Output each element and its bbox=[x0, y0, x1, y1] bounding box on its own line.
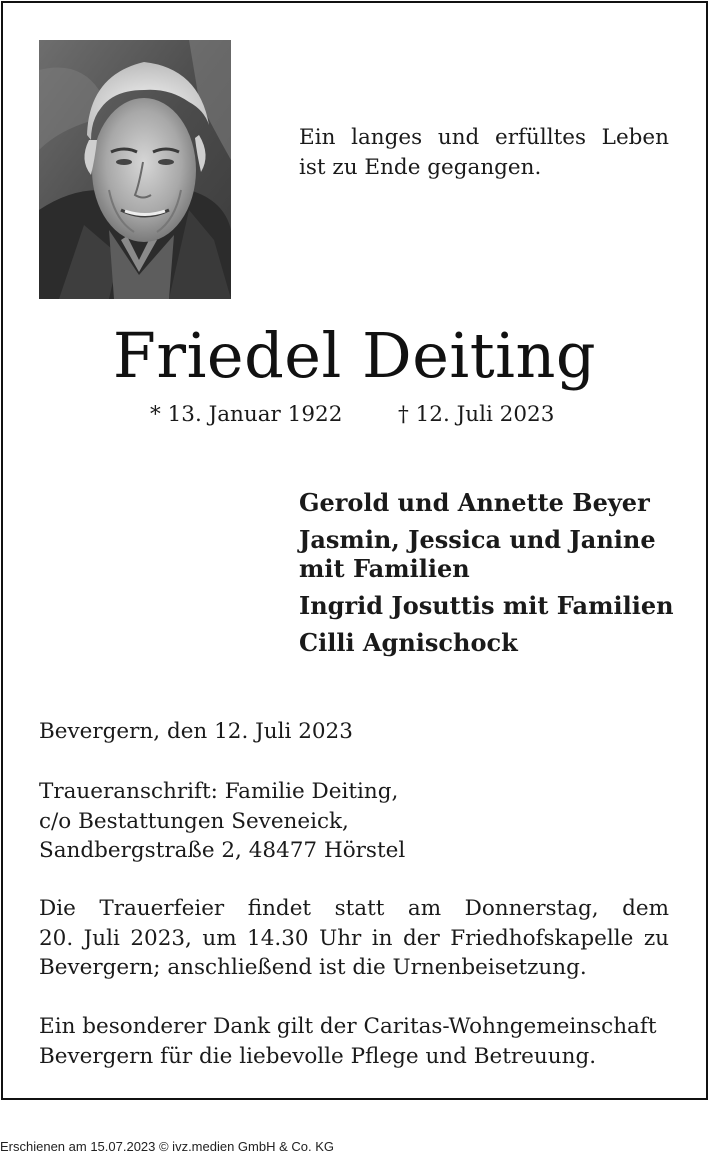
ceremony-line: Bevergern; anschließend ist die Urnenbeisetzung. bbox=[39, 955, 587, 980]
mourner-entry: Gerold und Annette Beyer bbox=[299, 488, 650, 517]
death-date: † 12. Juli 2023 bbox=[398, 402, 555, 427]
mourner-entry: Ingrid Josuttis mit Familien bbox=[299, 591, 674, 620]
intro-line: Ein langes und erfülltes Leben bbox=[299, 125, 669, 150]
mourner-entry: Cilli Agnischock bbox=[299, 628, 518, 657]
portrait-illustration bbox=[39, 40, 231, 299]
place-date: Bevergern, den 12. Juli 2023 bbox=[39, 719, 353, 744]
thanks-line: Bevergern für die liebevolle Pflege und Betreuung. bbox=[39, 1043, 597, 1069]
ceremony-line: 20. Juli 2023, um 14.30 Uhr in der Friedhofskapelle zu bbox=[39, 925, 669, 951]
mourning-address bbox=[39, 777, 669, 866]
address-line: Sandbergstraße 2, 48477 Hörstel bbox=[39, 838, 406, 863]
deceased-name: Friedel Deiting bbox=[112, 319, 597, 392]
ceremony-info bbox=[39, 894, 669, 983]
birth-date: * 13. Januar 1922 bbox=[150, 402, 343, 427]
intro-line: ist zu Ende gegangen. bbox=[299, 155, 542, 180]
thanks-line: Ein besonderer Dank gilt der Caritas-Wohngemeinschaft bbox=[39, 1014, 657, 1039]
mourner-entry: Jasmin, Jessica und Janine mit Familien bbox=[299, 525, 656, 583]
ceremony-line: Die Trauerfeier findet statt am Donnerstag, dem bbox=[39, 896, 669, 921]
address-line: c/o Bestattungen Seveneick, bbox=[39, 808, 349, 834]
publication-footer: Erschienen am 15.07.2023 © ivz.medien GmbH & Co. KG bbox=[0, 1139, 335, 1154]
mourners-list bbox=[299, 488, 689, 657]
portrait-photo bbox=[39, 40, 231, 299]
address-line: Traueranschrift: Familie Deiting, bbox=[39, 779, 399, 804]
intro-text bbox=[299, 123, 669, 183]
thanks-text bbox=[39, 1012, 669, 1071]
